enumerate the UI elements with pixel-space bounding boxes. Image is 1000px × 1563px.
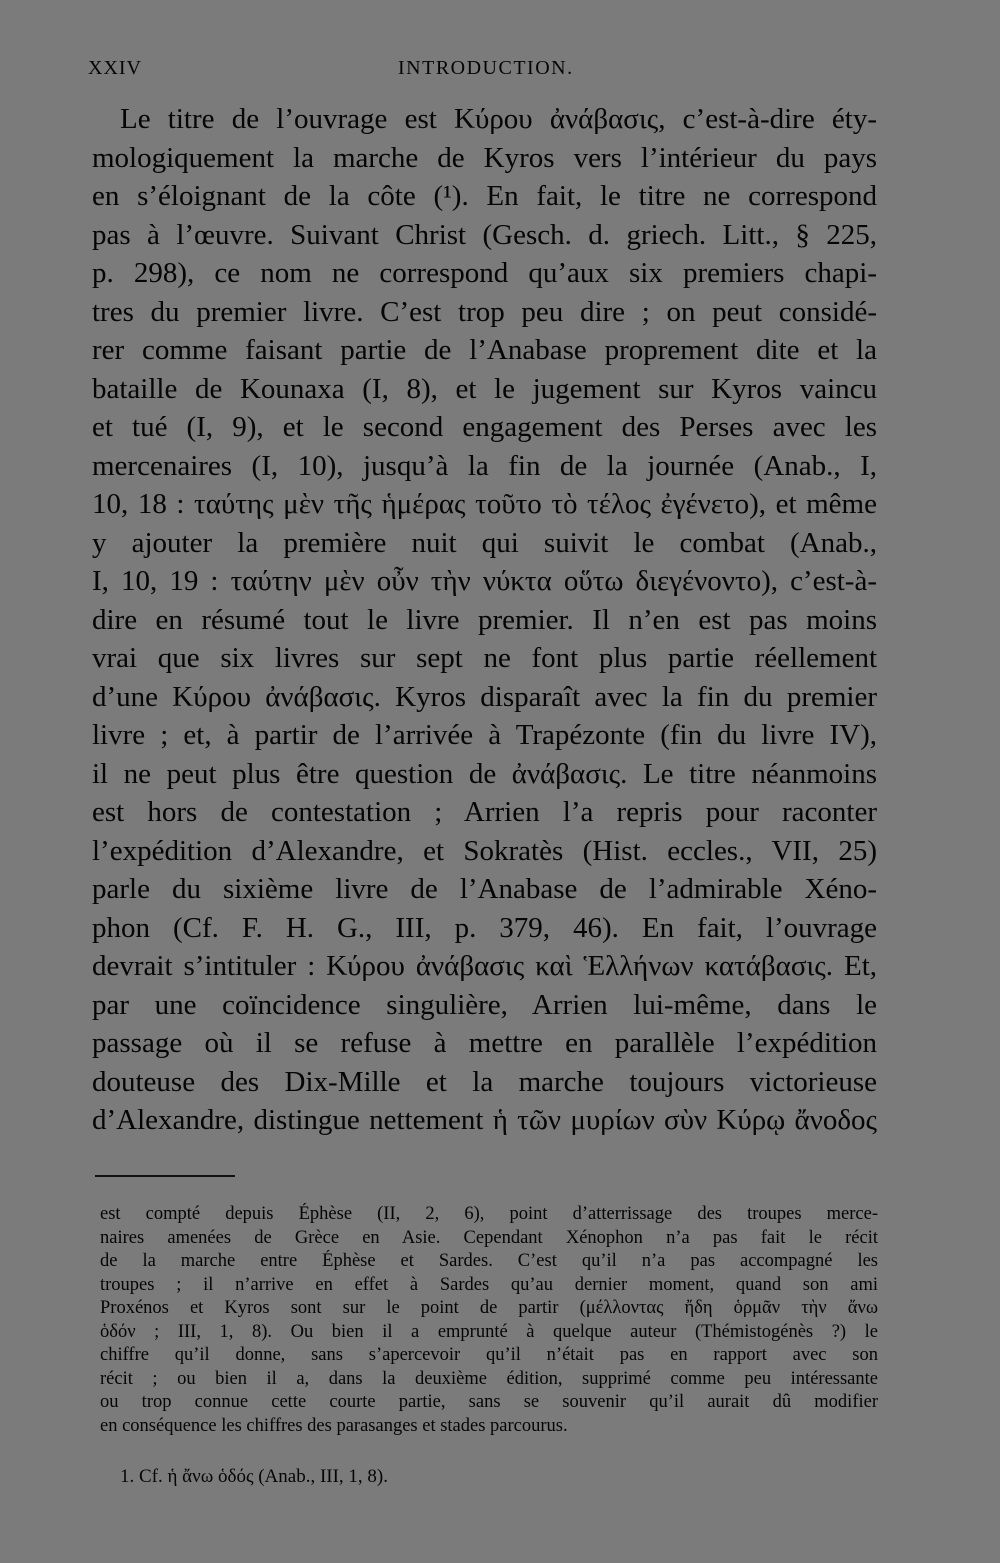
- text-line: y ajouter la première nuit qui suivit le combat (Anab.,: [92, 526, 877, 559]
- text-line: en s’éloignant de la côte (¹). En fait, le titre ne correspond: [92, 180, 877, 212]
- text-line: d’Alexandre, distingue nettement ἡ τῶν μυρίων σὺν Κύρῳ ἄνοδος: [92, 1104, 877, 1136]
- text-line: mercenaires (I, 10), jusqu’à la fin de la journée (Anab., I,: [92, 449, 877, 482]
- note-line: est compté depuis Éphèse (II, 2, 6), point d’atterrissage des troupes merce-: [100, 1204, 878, 1224]
- text-line: rer comme faisant partie de l’Anabase proprement dite et la: [92, 334, 877, 366]
- text-line: l’expédition d’Alexandre, et Sokratès (Hist. eccles., VII, 25): [92, 834, 877, 867]
- text-line: d’une Κύρου ἀνάβασις. Kyros disparaît avec la fin du premier: [92, 680, 877, 713]
- main-text: [92, 100, 877, 1140]
- text-line: et tué (I, 9), et le second engagement des Perses avec les: [92, 411, 877, 443]
- note-line: Proxénos et Kyros sont sur le point de partir (μέλλοντας ἤδη ὁρμᾶν τὴν ἄνω: [100, 1298, 878, 1318]
- note-line: naires amenées de Grèce en Asie. Cependant Xénophon n’a pas fait le récit: [100, 1227, 878, 1248]
- text-line: Le titre de l’ouvrage est Κύρου ἀνάβασις, c’est-à-dire éty-: [120, 103, 877, 135]
- text-line: vrai que six livres sur sept ne font plus partie réellement: [92, 642, 877, 674]
- text-line: p. 298), ce nom ne correspond qu’aux six premiers chapi-: [92, 257, 877, 289]
- text-line: mologiquement la marche de Kyros vers l’intérieur du pays: [92, 141, 877, 174]
- note-line: chiffre qu’il donne, sans s’apercevoir qu’il n’était pas en rapport avec son: [100, 1345, 878, 1365]
- note-line: ou trop connue cette courte partie, sans se souvenir qu’il aurait dû modifier: [100, 1392, 878, 1412]
- text-line: passage où il se refuse à mettre en parallèle l’expédition: [92, 1027, 877, 1059]
- text-line: dire en résumé tout le livre premier. Il n’en est pas moins: [92, 603, 877, 636]
- text-line: il ne peut plus être question de ἀνάβασις. Le titre néanmoins: [92, 757, 877, 790]
- text-line: douteuse des Dix-Mille et la marche toujours victorieuse: [92, 1065, 877, 1098]
- text-line: tres du premier livre. C’est trop peu dire ; on peut considé-: [92, 295, 877, 328]
- text-line: bataille de Kounaxa (I, 8), et le jugement sur Kyros vaincu: [92, 372, 877, 405]
- note-line: récit ; ou bien il a, dans la deuxième édition, supprimé comme peu intéressante: [100, 1368, 878, 1389]
- note-line: ὁδόν ; III, 1, 8). Ou bien il a emprunté à quelque auteur (Thémistogénès ?) le: [100, 1321, 878, 1342]
- text-line: I, 10, 19 : ταύτην μὲν οὖν τὴν νύκτα οὕτω διεγένοντο), c’est-à-: [92, 565, 877, 597]
- text-line: livre ; et, à partir de l’arrivée à Trapézonte (fin du livre IV),: [92, 719, 877, 751]
- text-line: parle du sixième livre de l’Anabase de l’admirable Xéno-: [92, 873, 877, 905]
- running-title: INTRODUCTION.: [398, 57, 574, 79]
- footnote-separator: [95, 1175, 235, 1177]
- footnote-text: 1. Cf. ἡ ἄνω ὁδός (Anab., III, 1, 8).: [120, 1466, 389, 1487]
- text-line: phon (Cf. F. H. G., III, p. 379, 46). En fait, l’ouvrage: [92, 911, 877, 944]
- note-line: en conséquence les chiffres des parasanges et stades parcourus.: [100, 1415, 568, 1436]
- text-line: par une coïncidence singulière, Arrien lui-même, dans le: [92, 988, 877, 1021]
- note-line: de la marche entre Éphèse et Sardes. C’est qu’il n’a pas accompagné les: [100, 1251, 878, 1271]
- text-line: pas à l’œuvre. Suivant Christ (Gesch. d. griech. Litt., § 225,: [92, 218, 877, 251]
- text-line: 10, 18 : ταύτης μὲν τῆς ἡμέρας τοῦτο τὸ τέλος ἐγένετο), et même: [92, 488, 877, 520]
- footnote-1: [120, 1465, 820, 1489]
- continued-footnote: [100, 1203, 878, 1438]
- text-line: est hors de contestation ; Arrien l’a repris pour raconter: [92, 796, 877, 828]
- note-line: troupes ; il n’arrive en effet à Sardes qu’au dernier moment, quand son ami: [100, 1274, 878, 1295]
- page-number: XXIV: [88, 57, 142, 79]
- running-header: [88, 57, 880, 85]
- text-line: devrait s’intituler : Κύρου ἀνάβασις καὶ Ἑλλήνων κατάβασις. Et,: [92, 950, 877, 982]
